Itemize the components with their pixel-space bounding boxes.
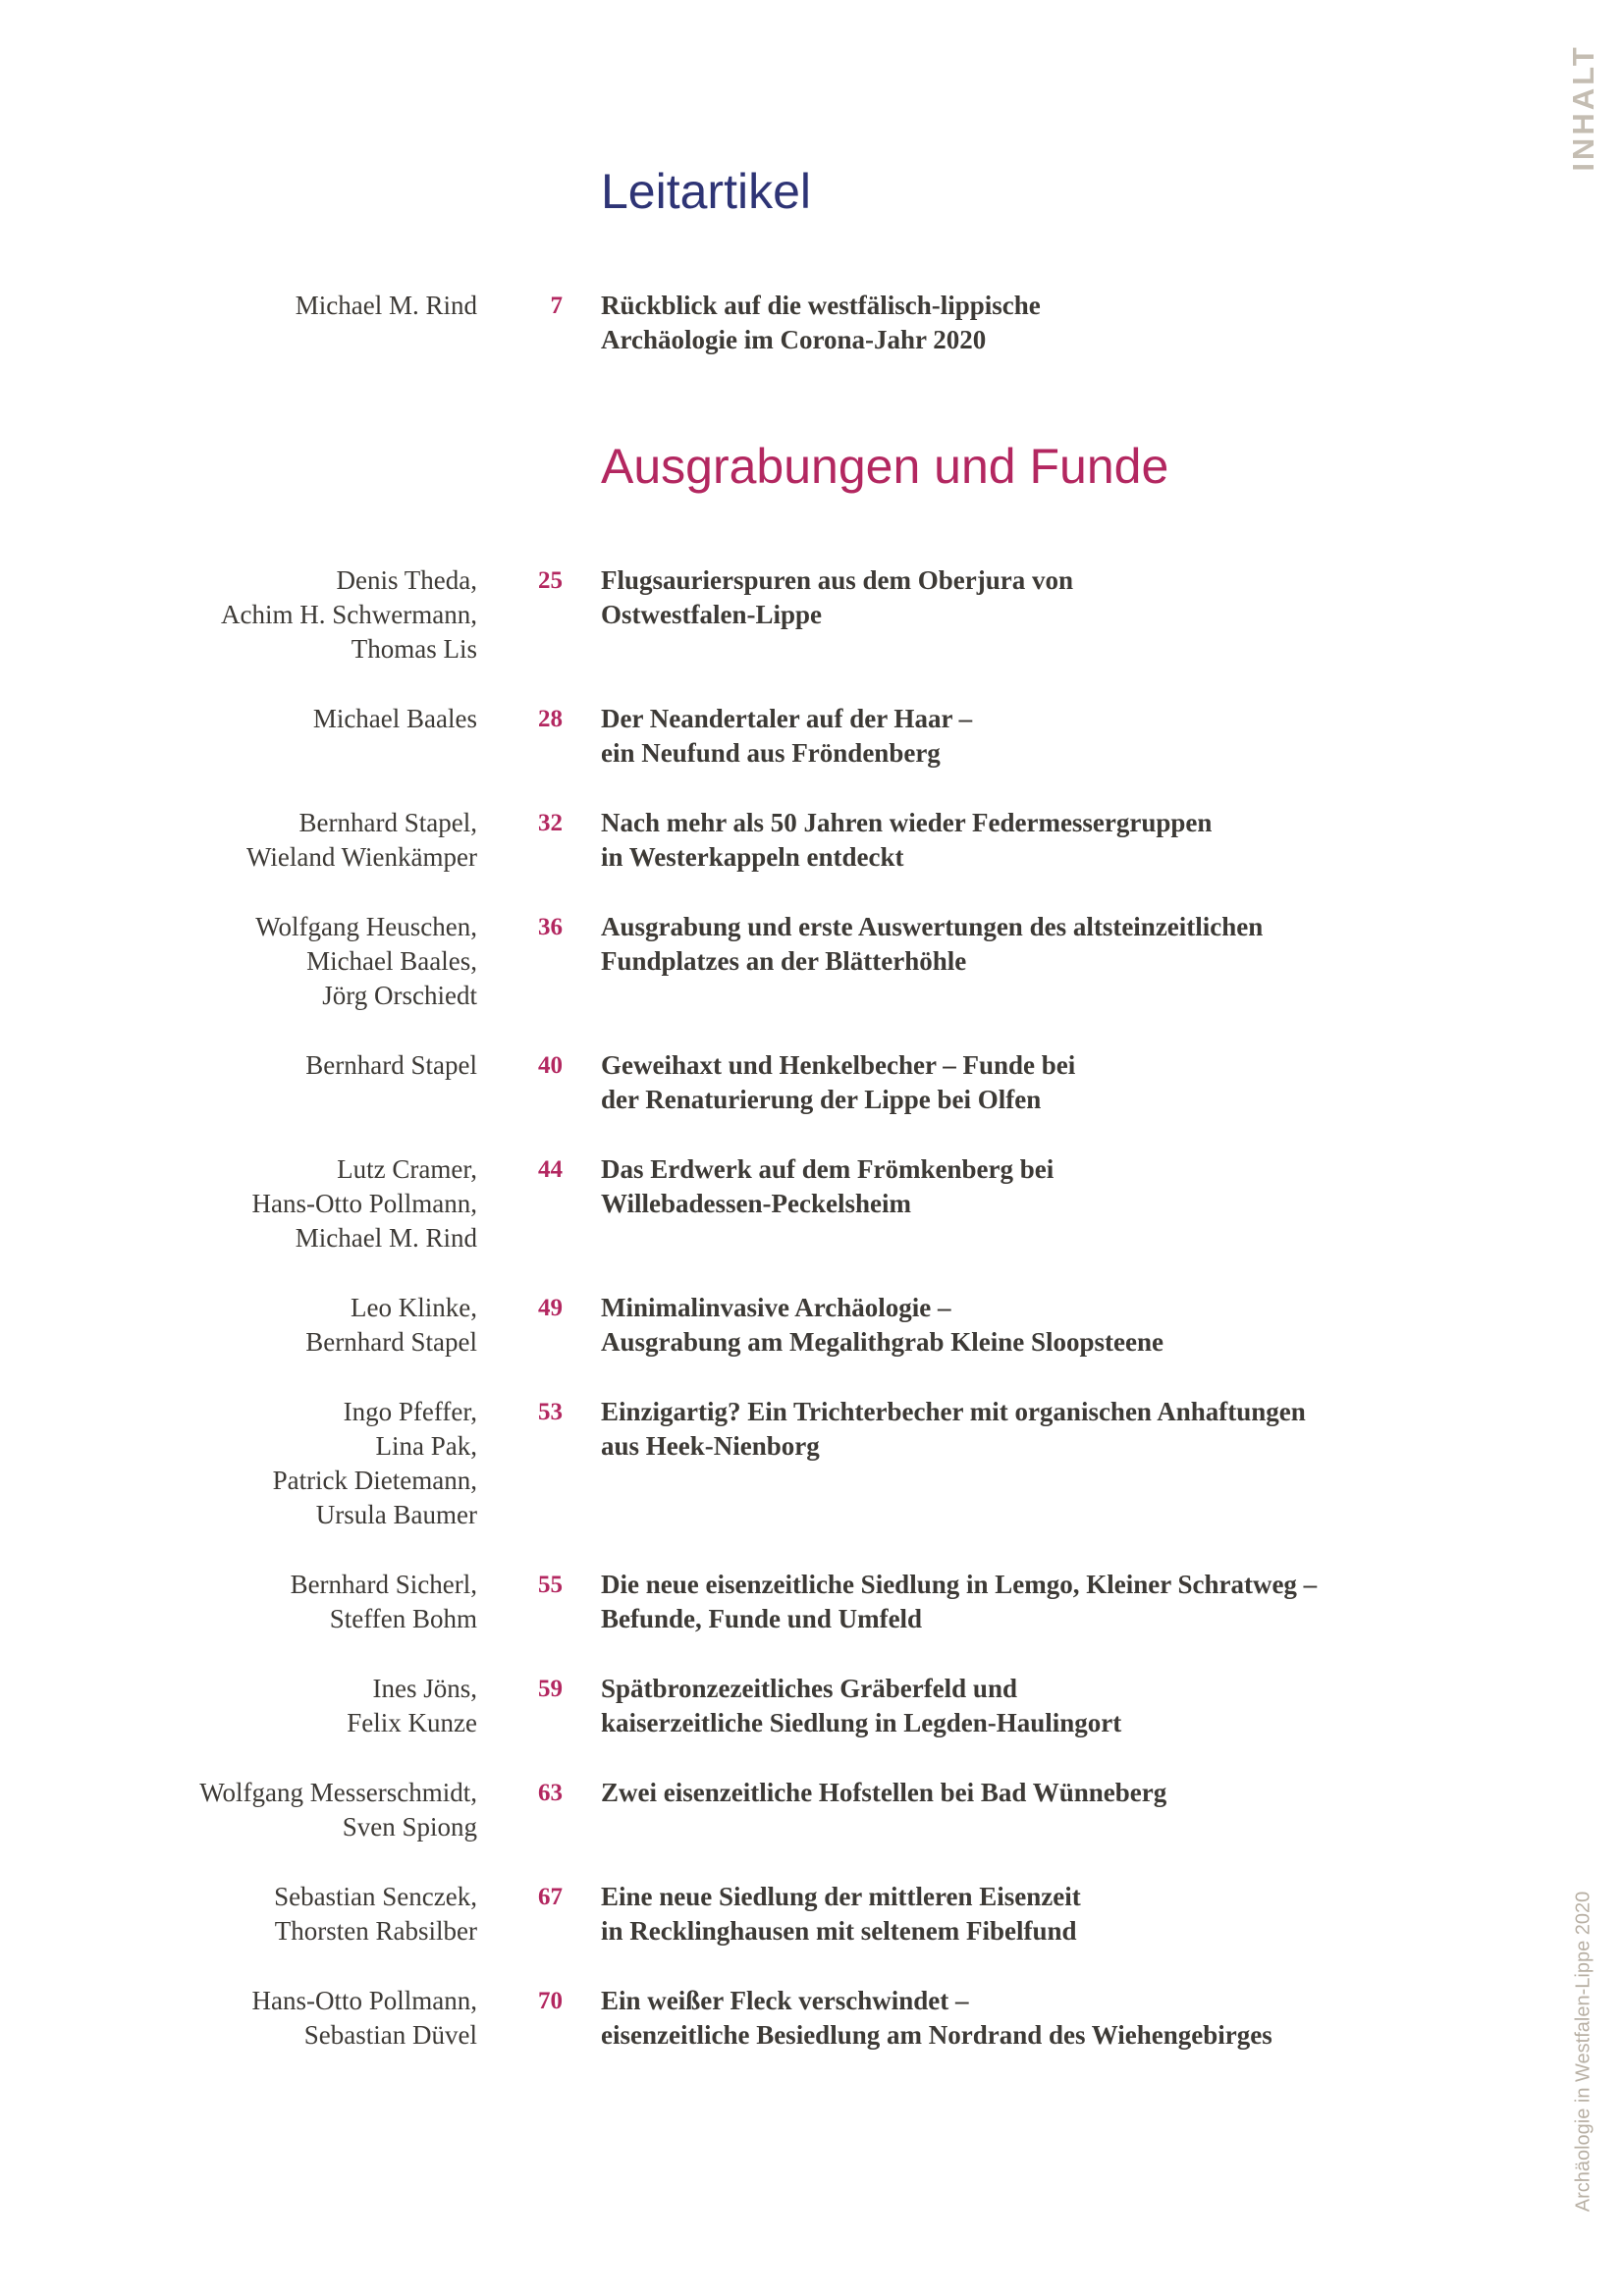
author-name: Hans-Otto Pollmann, — [251, 1189, 477, 1218]
author-name: Michael M. Rind — [295, 291, 477, 320]
entry-authors — [0, 1152, 477, 1255]
author-name: Wolfgang Messerschmidt, — [199, 1778, 477, 1807]
entry-page-number: 25 — [538, 567, 563, 594]
entry-title — [601, 910, 1514, 979]
author-name: Lina Pak, — [375, 1431, 477, 1461]
entry-authors — [0, 1568, 477, 1636]
entry-title — [601, 1672, 1514, 1740]
title-line: Das Erdwerk auf dem Frömkenberg bei — [601, 1154, 1055, 1184]
entry-page-number: 67 — [538, 1884, 563, 1910]
entry-page-number: 63 — [538, 1780, 563, 1806]
entry-page-number: 70 — [538, 1988, 563, 2014]
running-footer — [1564, 1875, 1603, 2228]
title-line: Rückblick auf die westfälisch-lippische — [601, 291, 1041, 320]
title-line: Befunde, Funde und Umfeld — [601, 1604, 923, 1633]
title-line: Eine neue Siedlung der mittleren Eisenzeit — [601, 1882, 1081, 1911]
title-line: Nach mehr als 50 Jahren wieder Federmessergruppen — [601, 808, 1213, 837]
author-name: Wolfgang Heuschen, — [255, 912, 477, 941]
entry-page-number: 7 — [550, 293, 563, 319]
entry-page-number: 49 — [538, 1295, 563, 1321]
author-name: Bernhard Stapel — [305, 1050, 477, 1080]
title-line: Archäologie im Corona-Jahr 2020 — [601, 325, 987, 354]
title-line: Fundplatzes an der Blätterhöhle — [601, 946, 967, 976]
entry-page-number: 53 — [538, 1399, 563, 1425]
entry-page-number: 36 — [538, 914, 563, 940]
section-heading-ausgrabungen: Ausgrabungen und Funde — [601, 439, 1169, 494]
title-line: Flugsaurierspuren aus dem Oberjura von — [601, 565, 1074, 595]
author-name: Sebastian Düvel — [303, 2020, 477, 2050]
entry-authors — [0, 910, 477, 1013]
author-name: Bernhard Stapel, — [298, 808, 477, 837]
author-name: Felix Kunze — [347, 1708, 477, 1737]
entry-title — [601, 1152, 1514, 1221]
author-name: Sven Spiong — [342, 1812, 477, 1842]
title-line: Zwei eisenzeitliche Hofstellen bei Bad Wünneberg — [601, 1778, 1167, 1807]
entry-title — [601, 702, 1514, 771]
title-line: Ostwestfalen-Lippe — [601, 600, 822, 629]
entry-authors — [0, 1048, 477, 1083]
entry-authors — [0, 1672, 477, 1740]
title-line: Ausgrabung und erste Auswertungen des altsteinzeitlichen — [601, 912, 1264, 941]
entry-authors — [0, 1291, 477, 1360]
author-name: Lutz Cramer, — [337, 1154, 477, 1184]
author-name: Sebastian Senczek, — [274, 1882, 477, 1911]
entry-title — [601, 1984, 1514, 2053]
title-line: ein Neufund aus Fröndenberg — [601, 738, 941, 768]
entry-authors — [0, 1880, 477, 1949]
title-line: Minimalinvasive Archäologie – — [601, 1293, 951, 1322]
author-name: Ingo Pfeffer, — [343, 1397, 477, 1426]
entry-title — [601, 1880, 1514, 1949]
entry-authors — [0, 702, 477, 736]
section-heading-leitartikel: Leitartikel — [601, 164, 811, 219]
title-line: Einzigartig? Ein Trichterbecher mit organischen Anhaftungen — [601, 1397, 1306, 1426]
author-name: Bernhard Stapel — [305, 1327, 477, 1357]
entry-page-number: 55 — [538, 1572, 563, 1598]
author-name: Michael Baales — [312, 704, 477, 733]
entry-title — [601, 1776, 1514, 1810]
title-line: Spätbronzezeitliches Gräberfeld und — [601, 1674, 1017, 1703]
title-line: der Renaturierung der Lippe bei Olfen — [601, 1085, 1042, 1114]
title-line: Geweihaxt und Henkelbecher – Funde bei — [601, 1050, 1076, 1080]
author-name: Thorsten Rabsilber — [274, 1916, 477, 1946]
title-line: aus Heek-Nienborg — [601, 1431, 820, 1461]
entry-authors — [0, 289, 477, 323]
entry-authors — [0, 1984, 477, 2053]
entry-title — [601, 563, 1514, 632]
title-line: eisenzeitliche Besiedlung am Nordrand des Wiehengebirges — [601, 2020, 1272, 2050]
entry-title — [601, 289, 1514, 357]
entry-page-number: 59 — [538, 1676, 563, 1702]
author-name: Hans-Otto Pollmann, — [251, 1986, 477, 2015]
title-line: in Westerkappeln entdeckt — [601, 842, 904, 872]
author-name: Steffen Bohm — [329, 1604, 477, 1633]
entry-page-number: 28 — [538, 706, 563, 732]
side-tab-label: INHALT — [1566, 44, 1600, 172]
entry-page-number: 40 — [538, 1052, 563, 1079]
title-line: kaiserzeitliche Siedlung in Legden-Haulingort — [601, 1708, 1122, 1737]
author-name: Bernhard Sicherl, — [290, 1570, 477, 1599]
title-line: Die neue eisenzeitliche Siedlung in Lemgo, Kleiner Schratweg – — [601, 1570, 1318, 1599]
author-name: Thomas Lis — [351, 634, 477, 664]
entry-page-number: 44 — [538, 1156, 563, 1183]
entry-title — [601, 1291, 1514, 1360]
entry-title — [601, 1568, 1514, 1636]
running-footer-text: Archäologie in Westfalen-Lippe 2020 — [1572, 1891, 1595, 2213]
title-line: Der Neandertaler auf der Haar – — [601, 704, 973, 733]
author-name: Michael Baales, — [306, 946, 477, 976]
author-name: Ines Jöns, — [372, 1674, 477, 1703]
entry-title — [601, 806, 1514, 875]
side-tab — [1554, 29, 1613, 187]
entry-title — [601, 1395, 1514, 1464]
entry-authors — [0, 1776, 477, 1844]
author-name: Leo Klinke, — [351, 1293, 477, 1322]
author-name: Jörg Orschiedt — [322, 981, 477, 1010]
entry-page-number: 32 — [538, 810, 563, 836]
entry-authors — [0, 563, 477, 667]
entry-title — [601, 1048, 1514, 1117]
title-line: Willebadessen-Peckelsheim — [601, 1189, 911, 1218]
author-name: Achim H. Schwermann, — [221, 600, 477, 629]
entry-authors — [0, 1395, 477, 1532]
title-line: Ein weißer Fleck verschwindet – — [601, 1986, 969, 2015]
title-line: in Recklinghausen mit seltenem Fibelfund — [601, 1916, 1077, 1946]
author-name: Denis Theda, — [336, 565, 477, 595]
author-name: Ursula Baumer — [315, 1500, 477, 1529]
title-line: Ausgrabung am Megalithgrab Kleine Sloopsteene — [601, 1327, 1164, 1357]
author-name: Patrick Dietemann, — [272, 1466, 477, 1495]
entry-authors — [0, 806, 477, 875]
author-name: Wieland Wienkämper — [246, 842, 477, 872]
author-name: Michael M. Rind — [295, 1223, 477, 1253]
